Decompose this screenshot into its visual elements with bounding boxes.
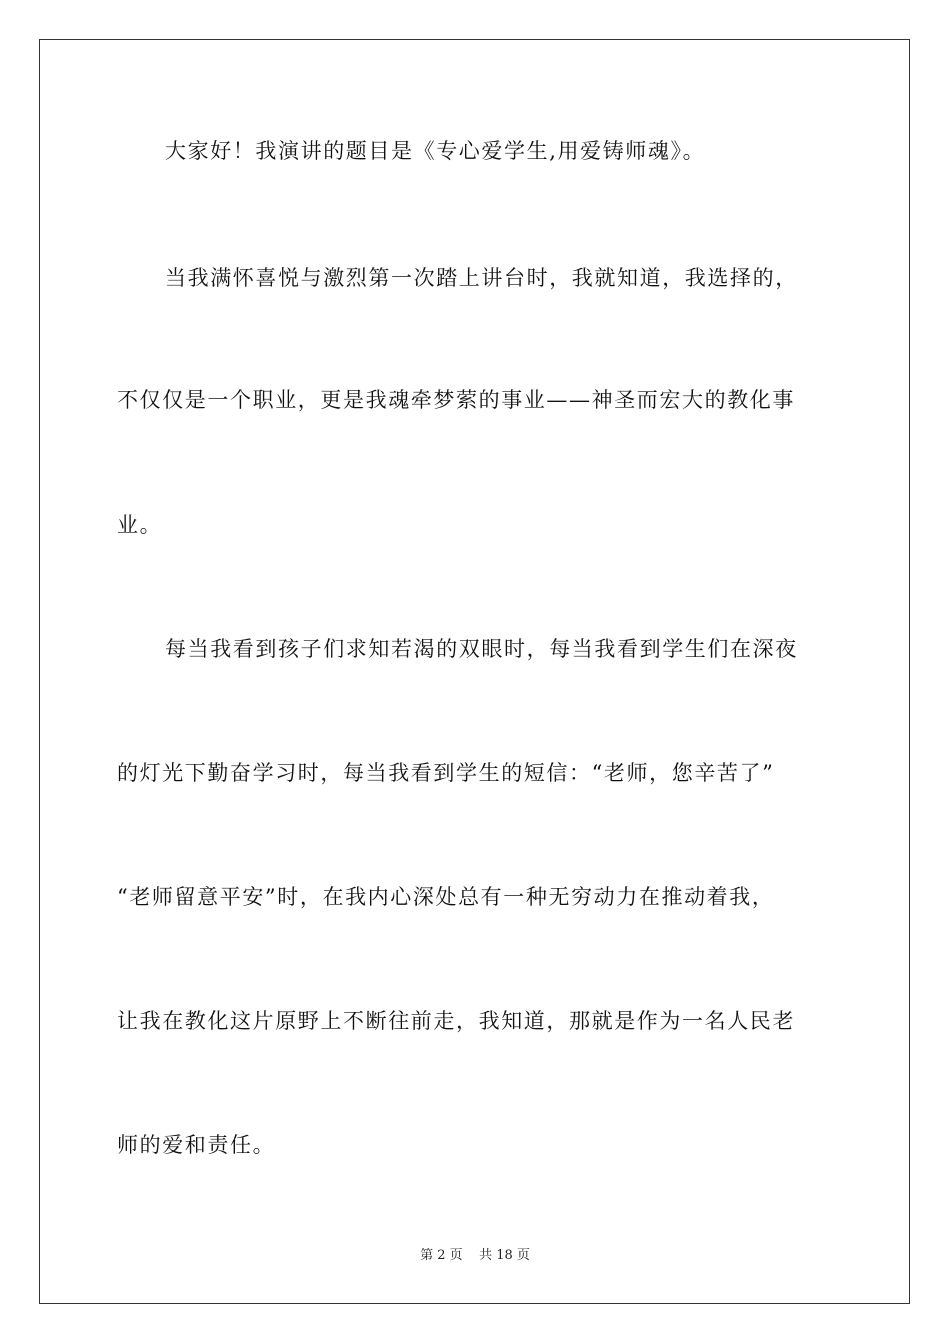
paragraph-line-5: 每当我看到孩子们求知若渴的双眼时，每当我看到学生们在深夜 (165, 637, 798, 661)
paragraph-line-8: 让我在教化这片原野上不断往前走，我知道，那就是作为一名人民老 (117, 1009, 795, 1033)
paragraph-line-1: 大家好！我演讲的题目是《专心爱学生,用爱铸师魂》。 (165, 139, 706, 163)
paragraph-line-2: 当我满怀喜悦与激烈第一次踏上讲台时，我就知道，我选择的， (165, 266, 798, 290)
paragraph-line-3: 不仅仅是一个职业，更是我魂牵梦萦的事业——神圣而宏大的教化事 (117, 388, 795, 412)
paragraph-line-4: 业。 (117, 513, 163, 537)
paragraph-line-6: 的灯光下勤奋学习时，每当我看到学生的短信：“老师，您辛苦了” (117, 761, 775, 785)
page-number-footer: 第 2 页 共 18 页 (420, 1248, 530, 1263)
paragraph-line-9: 师的爱和责任。 (117, 1133, 276, 1157)
page-border (39, 39, 910, 1304)
paragraph-line-7: “老师留意平安”时，在我内心深处总有一种无穷动力在推动着我， (117, 885, 775, 909)
